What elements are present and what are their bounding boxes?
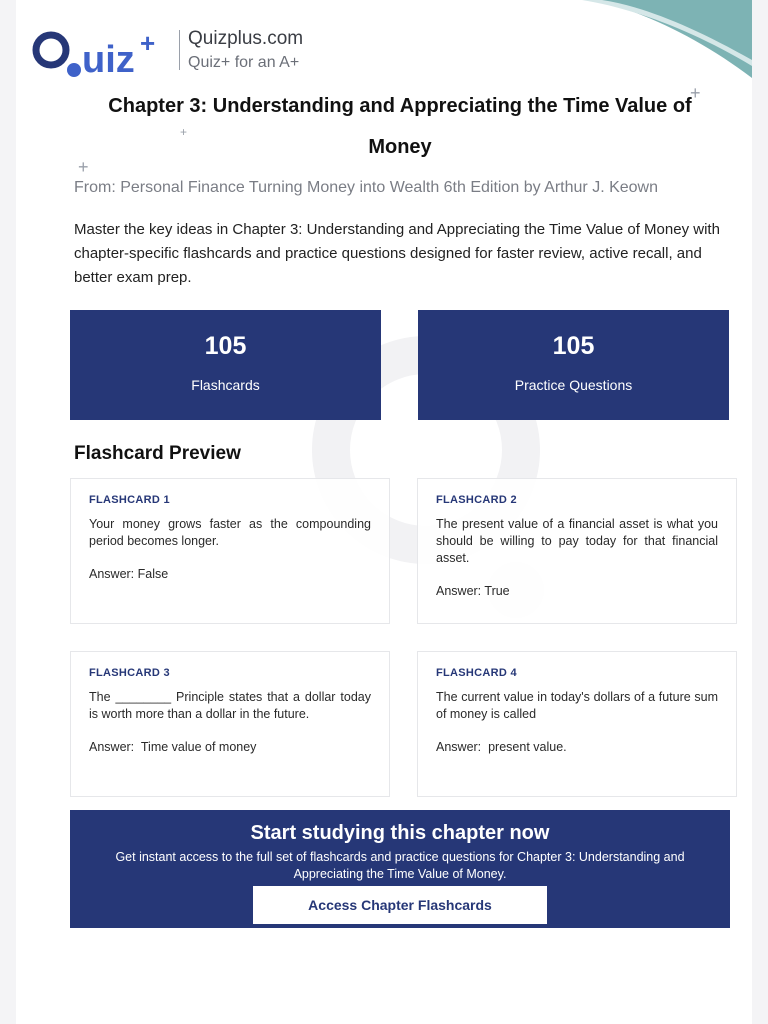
practice-questions-count-tile <box>418 310 729 420</box>
flashcard-card <box>417 478 737 624</box>
flashcard-label: FLASHCARD 1 <box>89 494 170 506</box>
flashcard-answer: Answer: False <box>89 567 169 581</box>
stat-label: Practice Questions <box>514 377 633 393</box>
flashcard-answer: Answer: Time value of money <box>89 740 257 754</box>
flashcard-card <box>70 478 390 624</box>
logo-site-name: Quizplus.com <box>188 28 304 49</box>
flashcard-question: The current value in today's dollars of a future sum of money is called <box>436 690 718 721</box>
plus-decoration-icon: + <box>180 125 188 139</box>
flashcard-question: Your money grows faster as the compounding period becomes longer. <box>89 517 371 548</box>
flashcard-label: FLASHCARD 3 <box>89 667 170 679</box>
flashcard-card <box>417 651 737 797</box>
stat-value: 105 <box>204 332 247 360</box>
plus-decoration-icon: + <box>78 157 89 177</box>
corner-swoosh-decoration <box>552 0 752 90</box>
book-source: From: Personal Finance Turning Money into Wealth 6th Edition by Arthur J. Keown <box>74 179 658 196</box>
svg-text:uiz: uiz <box>82 39 135 80</box>
quizplus-logo[interactable] <box>32 26 332 80</box>
cta-description: Get instant access to the full set of flashcards and practice questions for Chapter 3: Understanding and Appreciating the Time Value of Money. <box>115 850 685 881</box>
page-title: Chapter 3: Understanding and Appreciating the Time Value of Money <box>108 95 692 158</box>
flashcard-card <box>70 651 390 797</box>
flashcard-answer: Answer: True <box>436 584 510 598</box>
start-studying-banner <box>70 810 730 928</box>
cta-title: Start studying this chapter now <box>250 822 550 844</box>
flashcard-preview-heading: Flashcard Preview <box>74 443 241 464</box>
logo-divider <box>179 30 180 70</box>
flashcard-label: FLASHCARD 4 <box>436 667 517 679</box>
flashcard-answer: Answer: present value. <box>436 740 567 754</box>
svg-text:+: + <box>140 28 156 58</box>
flashcard-question: The ________ Principle states that a dollar today is worth more than a dollar in the future. <box>89 690 371 721</box>
flashcard-label: FLASHCARD 2 <box>436 494 517 506</box>
intro-text: Master the key ideas in Chapter 3: Understanding and Appreciating the Time Value of Money with chapter-specific flashcards and practice questions designed for faster review, active recall, and better exam prep. <box>74 221 720 286</box>
page <box>16 0 752 1024</box>
flashcard-question: The present value of a financial asset is what you should be willing to pay today for that financial asset. <box>436 517 718 565</box>
quizplus-logo-mark-icon <box>32 26 172 80</box>
access-chapter-flashcards-button[interactable]: Access Chapter Flashcards <box>253 886 547 924</box>
stat-value: 105 <box>552 332 595 360</box>
stat-label: Flashcards <box>191 377 260 393</box>
plus-decoration-icon: + <box>690 83 701 103</box>
logo-tagline: Quiz+ for an A+ <box>188 54 300 71</box>
flashcards-count-tile <box>70 310 381 420</box>
